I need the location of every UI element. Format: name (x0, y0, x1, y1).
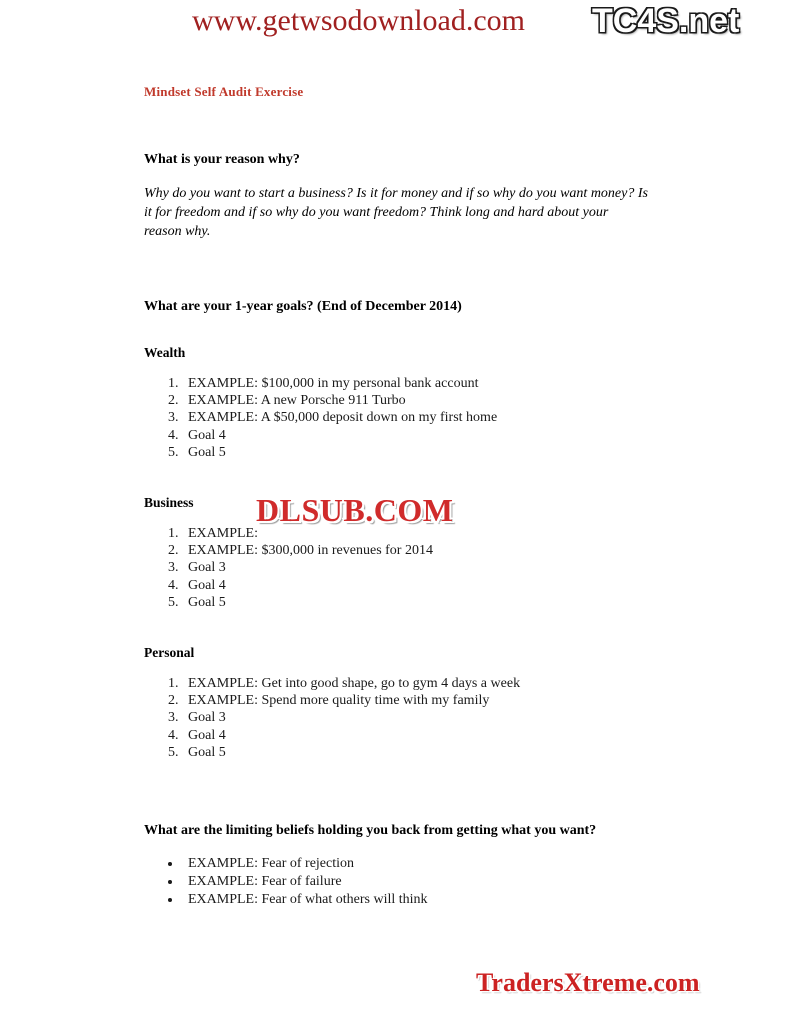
spacer (144, 241, 664, 299)
list-item: 5. Goal 5 (182, 594, 664, 611)
page-title: Mindset Self Audit Exercise (144, 84, 304, 99)
section-heading-beliefs: What are the limiting beliefs holding you back from getting what you want? (144, 823, 597, 839)
spacer (144, 331, 664, 345)
subheading-personal: Personal (144, 645, 195, 661)
subheading-wealth: Wealth (144, 345, 186, 360)
list-item: 4. Goal 4 (182, 427, 664, 444)
goal-list-wealth (144, 375, 664, 461)
list-item: • EXAMPLE: Fear of rejection (182, 855, 664, 873)
spacer (144, 611, 664, 645)
list-item: 2. EXAMPLE: A new Porsche 911 Turbo (182, 392, 664, 409)
section-one-year-goals (144, 299, 664, 761)
goal-list-personal (144, 675, 664, 761)
list-item: • EXAMPLE: Fear of failure (182, 873, 664, 891)
watermark-bottom: TradersXtreme.com (476, 968, 700, 997)
list-item: 1. EXAMPLE: Get into good shape, go to gym 4 days a week (182, 675, 664, 692)
list-item: 3. Goal 3 (182, 709, 664, 726)
list-item: • EXAMPLE: Fear of what others will think (182, 891, 664, 909)
list-item: 3. Goal 3 (182, 559, 664, 576)
list-item: 4. Goal 4 (182, 577, 664, 594)
section-heading-goals: What are your 1-year goals? (End of December 2014) (144, 299, 462, 314)
section-limiting-beliefs (144, 823, 664, 909)
list-item: 2. EXAMPLE: Spend more quality time with my family (182, 692, 664, 709)
section-reason-why (144, 152, 664, 241)
subheading-business: Business (144, 495, 194, 511)
list-item: 4. Goal 4 (182, 727, 664, 744)
goal-list-business (144, 525, 664, 611)
spacer (144, 761, 664, 823)
list-item: 5. Goal 5 (182, 444, 664, 461)
section-prompt-reason: Why do you want to start a business? Is it for money and if so why do you want money? Is it for freedom and if so why do you want freedom? Think long and hard about your reason why. (144, 186, 648, 239)
spacer (144, 461, 664, 495)
belief-list (144, 855, 664, 909)
watermark-center: DLSUB.COM (256, 492, 454, 528)
list-item: 5. Goal 5 (182, 744, 664, 761)
watermark-top-right: TC4S.net (592, 2, 740, 40)
goal-group-wealth (144, 345, 664, 461)
list-item: 3. EXAMPLE: A $50,000 deposit down on my first home (182, 409, 664, 426)
list-item: 2. EXAMPLE: $300,000 in revenues for 2014 (182, 542, 664, 559)
list-item: 1. EXAMPLE: (182, 525, 664, 542)
list-item: 1. EXAMPLE: $100,000 in my personal bank account (182, 375, 664, 392)
section-heading-reason: What is your reason why? (144, 152, 300, 167)
goal-group-personal (144, 645, 664, 761)
watermark-top-left: www.getwsodownload.com (192, 4, 526, 37)
